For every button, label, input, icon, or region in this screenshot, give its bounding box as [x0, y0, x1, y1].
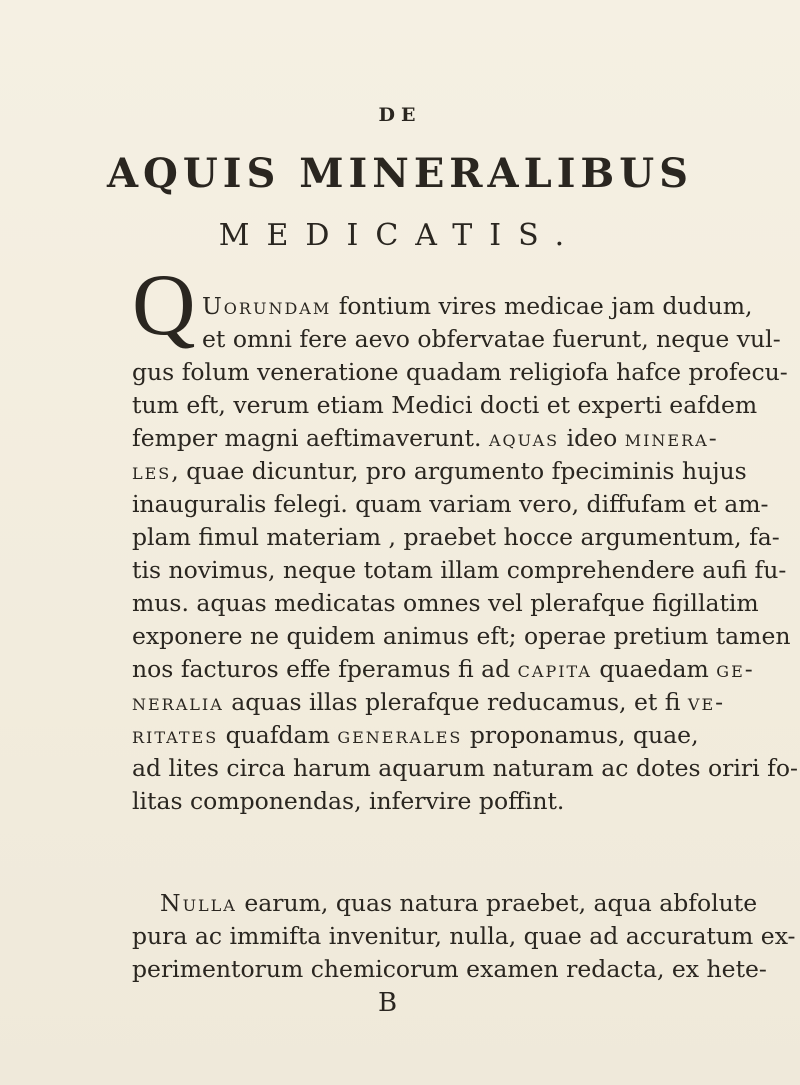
text-line: ritates quafdam generales proponamus, quae,: [132, 721, 699, 749]
text-line: et omni fere aevo obfervatae fuerunt, neque vul-: [202, 325, 781, 353]
text-line: tis novimus, neque totam illam comprehendere aufi fu-: [132, 556, 787, 584]
text-line: plam fimul materiam , praebet hocce argumentum, fa-: [132, 523, 780, 551]
text-line: inauguralis felegi. quam variam vero, diffufam et am-: [132, 490, 769, 518]
text-line: exponere ne quidem animus eft; operae pretium tamen: [132, 622, 791, 650]
text-line: Uorundam fontium vires medicae jam dudum,: [202, 292, 753, 320]
text-line: mus. aquas medicatas omnes vel plerafque figillatim: [132, 589, 759, 617]
signature-mark: B: [378, 988, 398, 1018]
text-line: perimentorum chemicorum examen redacta, ex hete-: [132, 955, 767, 983]
text-line: litas componendas, infervire poffint.: [132, 787, 565, 815]
text-line: les, quae dicuntur, pro argumento fpeciminis hujus: [132, 457, 747, 485]
text-line: nos facturos effe fperamus fi ad capita quaedam ge-: [132, 655, 755, 683]
text-line: tum eft, verum etiam Medici docti et experti eafdem: [132, 391, 758, 419]
text-line: femper magni aeftimaverunt. aquas ideo minera-: [132, 424, 719, 452]
drop-cap: Q: [132, 257, 196, 354]
main-title: AQUIS MINERALIBUS: [106, 150, 693, 197]
text-line: pura ac immifta invenitur, nulla, quae ad accuratum ex-: [132, 922, 796, 950]
sub-title: MEDICATIS.: [218, 218, 582, 253]
text-line: gus folum veneratione quadam religiofa hafce profecu-: [132, 358, 788, 386]
text-line: neralia aquas illas plerafque reducamus, et fi ve-: [132, 688, 726, 716]
text-line: Nulla earum, quas natura praebet, aqua abfolute: [160, 889, 758, 917]
text-line: ad lites circa harum aquarum naturam ac dotes oriri fo-: [132, 754, 798, 782]
pre-title: DE: [378, 104, 422, 126]
